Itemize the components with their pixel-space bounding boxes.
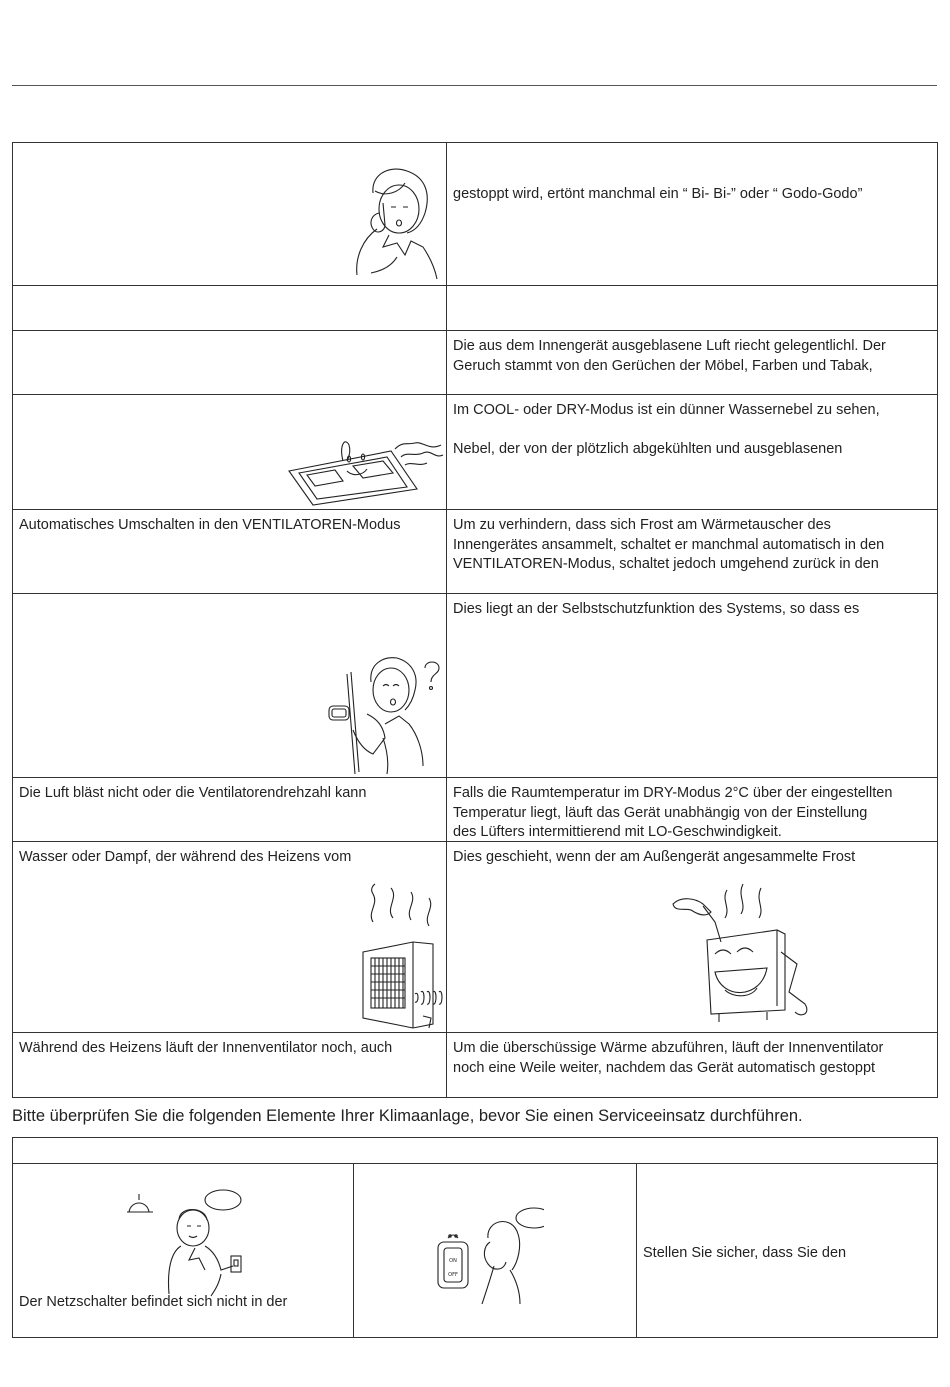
row-3-explanation	[447, 331, 938, 395]
row-7-symptom-text: Die Luft bläst nicht oder die Ventilatorendrehzahl kann	[19, 785, 367, 801]
row-6-explanation	[447, 594, 938, 778]
svg-text:OFF: OFF	[448, 1272, 458, 1278]
person-light-switch-illustration	[125, 1186, 245, 1298]
phone-person-illustration	[341, 163, 441, 281]
row-4-explanation	[447, 395, 938, 510]
row-2-explanation	[447, 286, 938, 331]
row-9-symptom	[13, 1033, 447, 1098]
row-3-symptom	[13, 331, 447, 395]
table-row	[13, 778, 938, 842]
row-8-symptom-text: Wasser oder Dampf, der während des Heizens vom	[19, 849, 352, 865]
table-row	[13, 510, 938, 594]
check-cell-settings-text: Stellen Sie sicher, dass Sie den	[643, 1245, 847, 1261]
smiling-outdoor-unit-illustration	[671, 882, 831, 1024]
table-header-row	[13, 1138, 938, 1164]
row-5-explanation-text: Um zu verhindern, dass sich Frost am Wärmetauscher des Innengerätes ansammelt, schaltet er manchmal automatisch in den VENTILATOREN-Modus, schaltet jedoch umgehend zurück in den	[453, 517, 885, 572]
table-row	[13, 1164, 938, 1338]
table-row	[13, 143, 938, 286]
check-cell-power-switch	[13, 1164, 354, 1338]
row-5-explanation	[447, 510, 938, 594]
row-7-explanation	[447, 778, 938, 842]
check-cell-settings	[637, 1164, 938, 1338]
row-2-symptom	[13, 286, 447, 331]
row-1-symptom	[13, 143, 447, 286]
table-row	[13, 286, 938, 331]
table-row	[13, 594, 938, 778]
row-8-explanation	[447, 842, 938, 1033]
check-table-header	[13, 1138, 938, 1164]
table-row	[13, 842, 938, 1033]
row-3-explanation-text: Die aus dem Innengerät ausgeblasene Luft riecht gelegentlichl. Der Geruch stammt von den Gerüchen der Möbel, Farben und Tabak,	[453, 338, 886, 374]
cassette-unit-mist-illustration	[283, 431, 445, 507]
row-1-explanation	[447, 143, 938, 286]
header-rule	[12, 85, 937, 86]
service-check-table	[12, 1137, 938, 1338]
row-9-explanation	[447, 1033, 938, 1098]
row-6-explanation-text: Dies liegt an der Selbstschutzfunktion des Systems, so dass es	[453, 601, 860, 617]
row-4-symptom	[13, 395, 447, 510]
troubleshooting-table	[12, 142, 938, 1098]
outdoor-unit-steam-illustration	[353, 882, 447, 1030]
row-5-symptom-text: Automatisches Umschalten in den VENTILATOREN-Modus	[19, 517, 401, 533]
row-7-explanation-text: Falls die Raumtemperatur im DRY-Modus 2°C über der eingestellten Temperatur liegt, läuft das Gerät unabhängig von der Einstellung des Lüfters intermittierend mit LO-Geschwindigkeit.	[453, 785, 893, 840]
check-cell-remote	[354, 1164, 637, 1338]
row-9-explanation-text: Um die überschüssige Wärme abzuführen, läuft der Innenventilator noch eine Weile weiter, nachdem das Gerät automatisch gestoppt	[453, 1040, 884, 1076]
row-8-explanation-text: Dies geschieht, wenn der am Außengerät angesammelte Frost	[453, 849, 856, 865]
table-row	[13, 1033, 938, 1098]
check-cell-power-switch-text: Der Netzschalter befindet sich nicht in der	[19, 1294, 288, 1310]
row-9-symptom-text: Während des Heizens läuft der Innenventilator noch, auch	[19, 1040, 393, 1056]
row-5-symptom	[13, 510, 447, 594]
row-7-symptom	[13, 778, 447, 842]
person-remote-switch-illustration	[434, 1206, 544, 1306]
row-4-explanation-text: Im COOL- oder DRY-Modus ist ein dünner Wassernebel zu sehen, Nebel, der von der plötzlich abgekühlten und ausgeblasenen	[453, 402, 880, 457]
puzzled-person-remote-illustration	[327, 654, 447, 776]
row-8-symptom	[13, 842, 447, 1033]
table-row	[13, 395, 938, 510]
service-check-note: Bitte überprüfen Sie die folgenden Elemente Ihrer Klimaanlage, bevor Sie einen Serviceeinsatz durchführen.	[12, 1107, 803, 1125]
row-6-symptom	[13, 594, 447, 778]
svg-text:ON: ON	[449, 1258, 457, 1264]
table-row	[13, 331, 938, 395]
row-1-explanation-text: gestoppt wird, ertönt manchmal ein “ Bi- Bi-” oder “ Godo-Godo”	[453, 186, 863, 202]
